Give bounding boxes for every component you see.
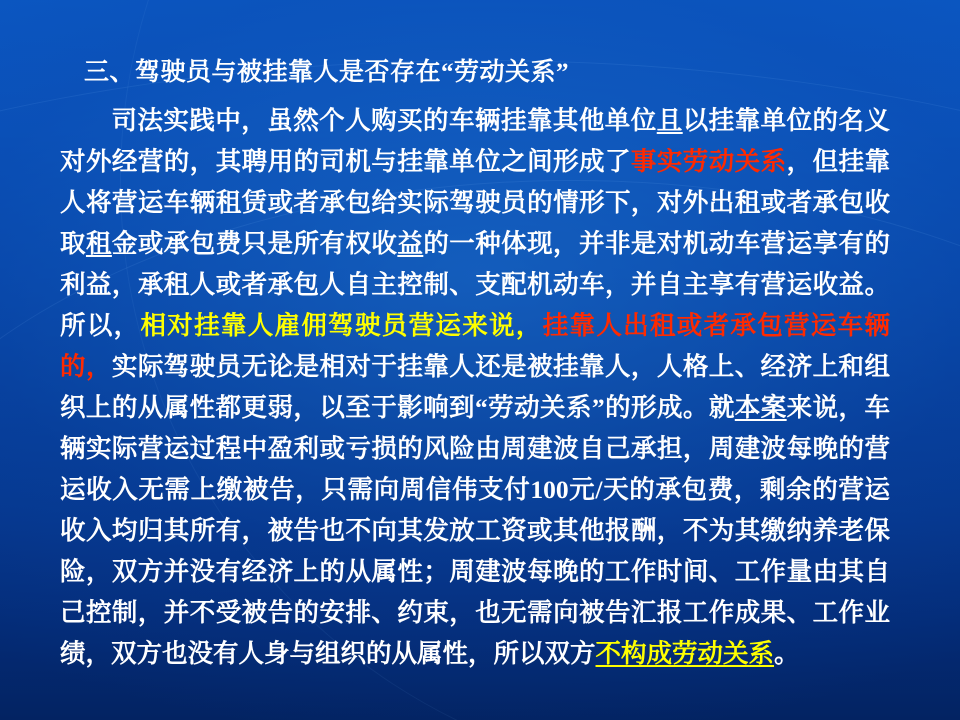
body-segment-4-highlight: 事实劳动关系 <box>630 147 787 176</box>
body-segment-9: 的一种体现，并非是对机动车营运享有的利益，承租人或者承包人自主控制、支配机动车，并自主享有营运收益。所以， <box>60 229 890 340</box>
body-segment-7: 金或承包费只是所有权收 <box>111 229 398 258</box>
body-segment-2-underlined: 且 <box>656 106 683 135</box>
body-segment-15-highlight: 不构成劳动关系 <box>595 639 775 668</box>
body-segment-16: 。 <box>774 639 800 668</box>
slide-body-paragraph <box>60 100 900 674</box>
body-segment-5: ，但挂靠人将营运车辆租赁或者承包给实际驾驶员的情形下，对外出租或者承包收取 <box>60 147 890 258</box>
body-segment-6-underlined: 租 <box>85 229 112 258</box>
body-segment-14: 来说，车辆实际营运过程中盈利或亏损的风险由周建波自己承担，周建波每晚的营运收入无需上缴被告，只需向周信伟支付100元/天的承包费，剩余的营运收入均归其所有，被告也不向其发放工资或其他报酬，不为其缴纳养老保险，双方并没有经济上的从属性；周建波每晚的工作时间、工作量由其自己控制，并不受被告的安排、约束，也无需向被告汇报工作成果、工作业绩，双方也没有人身与组织的从属性，所以双方 <box>60 393 890 668</box>
body-segment-8-underlined: 益 <box>397 229 424 258</box>
body-segment-10-highlight: 相对挂靠人雇佣驾驶员营运来说， <box>140 311 543 340</box>
body-segment-12: 实际驾驶员无论是相对于挂靠人还是被挂靠人，人格上、经济上和组织上的从属性都更弱，以至于影响到“劳动关系”的形成。就 <box>60 352 890 422</box>
body-segment-3: 以挂靠单位的名义对外经营的，其聘用的司机与挂靠单位之间形成了 <box>60 106 890 176</box>
body-segment-13-underlined: 本案 <box>734 393 787 422</box>
body-segment-1: 司法实践中，虽然个人购买的车辆挂靠其他单位 <box>111 106 657 135</box>
body-segment-11-highlight: 挂靠人出租或者承包营运车辆的， <box>60 311 890 381</box>
slide-heading: 三、驾驶员与被挂靠人是否存在“劳动关系” <box>84 59 570 86</box>
